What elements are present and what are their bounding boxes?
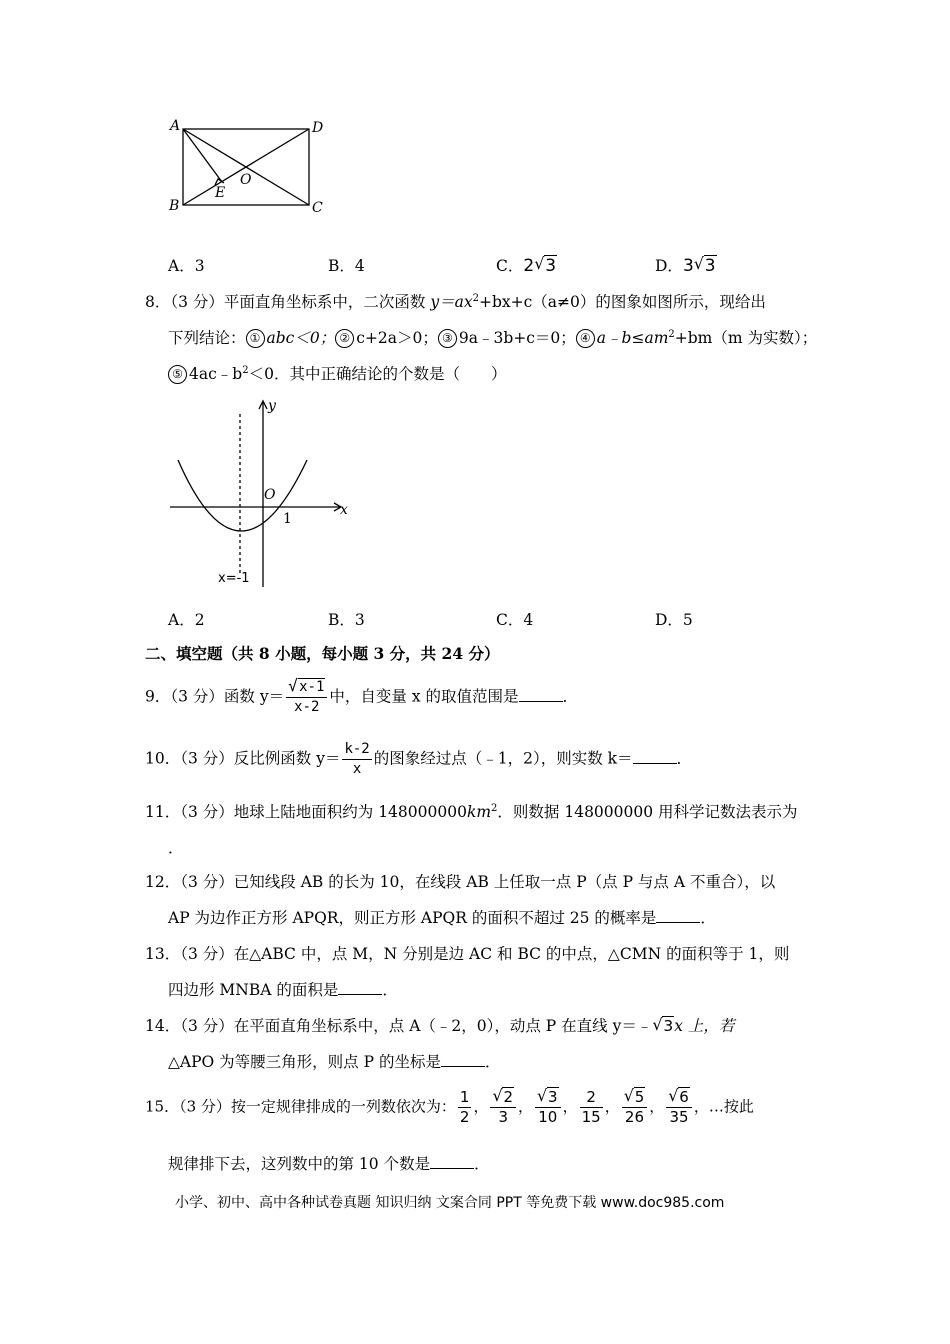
label-B: B	[169, 198, 180, 214]
q10-answer-blank[interactable]	[633, 749, 677, 764]
q8-option-d: D．5	[655, 611, 693, 629]
q12-answer-blank[interactable]	[656, 908, 700, 923]
q13-line1: 13．（3 分）在△ABC 中，点 M，N 分别是边 AC 和 BC 的中点，△CMN 的面积等于 1，则	[145, 945, 790, 963]
symmetry-axis-label: x=-1	[218, 571, 250, 586]
q7-option-c-coef: 2	[523, 256, 535, 276]
q7-option-d	[655, 254, 717, 276]
q13-line2: 四边形 MNBA 的面积是 ．	[168, 981, 398, 999]
q11-line1: 11．（3 分）地球上陆地面积约为 $148000000km^2$．则数据 148000000 用科学记数法表示为	[145, 802, 798, 821]
footer: 小学、初中、高中各种试卷真题 知识归纳 文案合同 PPT 等免费下载 www.doc985.com	[175, 1195, 725, 1211]
q7-option-c	[496, 254, 557, 276]
label-D: D	[312, 120, 324, 136]
q11-line2: ．	[168, 839, 184, 857]
q7-option-d-prefix: D．	[655, 257, 683, 275]
q7-option-c-root: √ 3	[534, 254, 557, 276]
q9-answer-blank[interactable]	[519, 687, 563, 702]
q14-answer-blank[interactable]	[441, 1052, 485, 1067]
origin-label: O	[264, 487, 276, 503]
q12-line2: AP 为边作正方形 APQR，则正方形 APQR 的面积不超过 25 的概率是 ．	[168, 909, 716, 927]
parabola-graph	[160, 392, 360, 592]
label-E: E	[215, 185, 226, 201]
q7-option-c-prefix: C．	[496, 257, 524, 275]
q8-option-c: C．4	[496, 611, 534, 629]
q15-line1: 15．（3 分）按一定规律排成的一列数依次为： $\frac{1}{2}$ ， √ 2 3 ， √ 3 10 ， $\frac{2}{15}$ ， √ 5 26 ， √ 6 35 ，…按此	[145, 1086, 754, 1126]
q7-option-a: A．3	[168, 257, 205, 275]
q7-option-d-coef: 3	[682, 256, 694, 276]
q8-option-b: B．3	[328, 611, 365, 629]
label-A: A	[170, 118, 181, 134]
axis-x-label: x	[340, 502, 348, 518]
q8-option-a: A．2	[168, 611, 205, 629]
q13-answer-blank[interactable]	[338, 980, 382, 995]
q8-line2: 下列结论： ① abc＜0； ② c+2a＞0； ③ 9a﹣3b+c＝0； ④ $a﹣b\le am^2+bm(m$ 为实数）；	[168, 328, 818, 347]
axis-y-label: y	[268, 398, 276, 414]
q12-line1: 12．（3 分）已知线段 AB 的长为 10，在线段 AB 上任取一点 P（点 P 与点 A 不重合），以	[145, 873, 776, 891]
section-heading: 二、填空题（共 8 小题，每小题 3 分，共 24 分）	[145, 644, 500, 663]
q10: 10．（3 分）反比例函数 y＝ $\frac{k-2}{x}$ 的图象经过点（﹣1，2），则实数 k＝ ．	[145, 741, 693, 777]
q15-line2: 规律排下去，这列数中的第 10 个数是 ．	[168, 1155, 490, 1173]
label-O: O	[240, 172, 252, 188]
q7-option-d-root: √ 3	[693, 254, 716, 276]
q14-line1: 14．（3 分）在平面直角坐标系中，点 A（﹣2，0），动点 P 在直线 y＝﹣ √ 3x 上，若	[145, 1015, 735, 1035]
q8-line3: ⑤ $4ac﹣b^2<0$．其中正确结论的个数是（ ）	[168, 362, 506, 384]
label-C: C	[312, 200, 323, 216]
q8-line1: 8．（3 分）平面直角坐标系中，二次函数 $y=ax^2+bx+c(a\ne 0)$的图象如图所示，现给出	[145, 292, 766, 311]
q7-option-b: B．4	[328, 257, 365, 275]
root-label: 1	[283, 511, 292, 527]
q9: 9．（3 分）函数 y＝ √ x-1 x-2 中，自变量 x 的取值范围是 ．	[145, 676, 579, 715]
q14-line2: △APO 为等腰三角形，则点 P 的坐标是 ．	[168, 1053, 501, 1071]
rectangle-figure	[160, 112, 340, 222]
q15-answer-blank[interactable]	[430, 1154, 474, 1169]
